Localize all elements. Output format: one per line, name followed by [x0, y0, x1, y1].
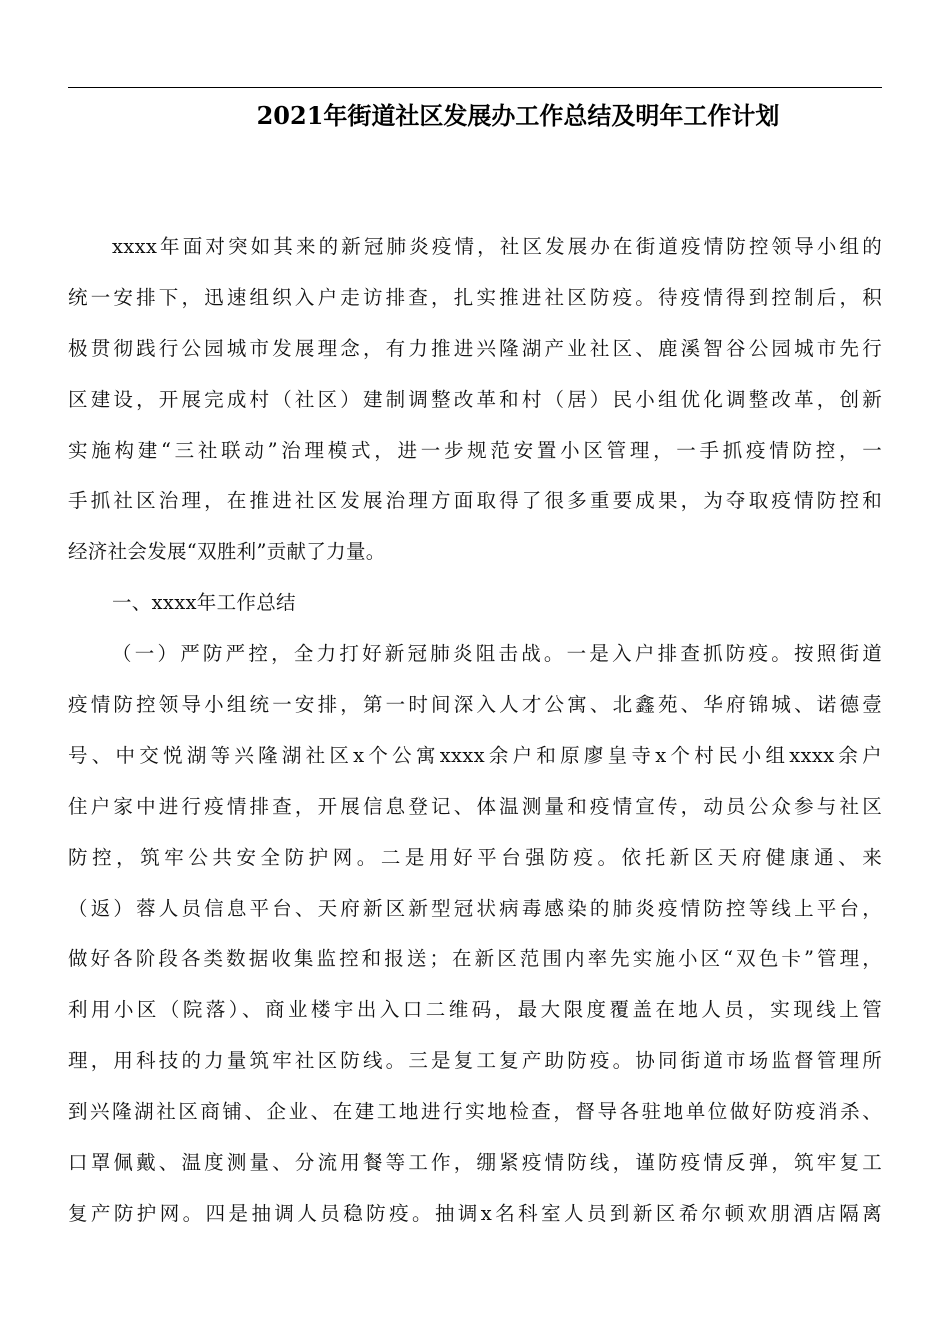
paragraph-line: 复产防护网。四是抽调人员稳防疫。抽调x名科室人员到新区希尔顿欢朋酒店隔离 [68, 1201, 882, 1225]
paragraph-line: 口罩佩戴、温度测量、分流用餐等工作，绷紧疫情防线，谨防疫情反弹，筑牢复工 [68, 1151, 882, 1175]
paragraph-line: xxxx年面对突如其来的新冠肺炎疫情，社区发展办在街道疫情防控领导小组的 [112, 235, 882, 258]
paragraph-line: 区建设，开展完成村（社区）建制调整改革和村（居）民小组优化调整改革，创新 [68, 387, 882, 411]
paragraph-line: 理，用科技的力量筑牢社区防线。三是复工复产助防疫。协同街道市场监督管理所 [68, 1049, 882, 1073]
paragraph-line: 到兴隆湖社区商铺、企业、在建工地进行实地检查，督导各驻地单位做好防疫消杀、 [68, 1100, 882, 1124]
paragraph-line: （返）蓉人员信息平台、天府新区新型冠状病毒感染的肺炎疫情防控等线上平台， [68, 896, 882, 920]
paragraph-line: 疫情防控领导小组统一安排，第一时间深入人才公寓、北鑫苑、华府锦城、诺德壹 [68, 693, 882, 717]
paragraph-line: 统一安排下，迅速组织入户走访排查，扎实推进社区防疫。待疫情得到控制后，积 [68, 285, 882, 309]
document-title: 2021年街道社区发展办工作总结及明年工作计划 [256, 101, 780, 130]
paragraph-line: 经济社会发展“双胜利”贡献了力量。 [68, 540, 386, 564]
paragraph-line: 极贯彻践行公园城市发展理念，有力推进兴隆湖产业社区、鹿溪智谷公园城市先行 [68, 336, 882, 360]
paragraph-line: 做好各阶段各类数据收集监控和报送；在新区范围内率先实施小区“双色卡”管理， [68, 947, 882, 971]
paragraph-line: 实施构建“三社联动”治理模式，进一步规范安置小区管理，一手抓疫情防控，一 [68, 438, 882, 462]
section-heading: 一、xxxx年工作总结 [112, 591, 296, 615]
header-rule [68, 87, 882, 88]
document-body [68, 222, 882, 1240]
paragraph-line: 手抓社区治理，在推进社区发展治理方面取得了很多重要成果，为夺取疫情防控和 [68, 489, 882, 513]
paragraph-line: 防控，筑牢公共安全防护网。二是用好平台强防疫。依托新区天府健康通、来 [68, 845, 882, 869]
paragraph-line: 号、中交悦湖等兴隆湖社区x个公寓xxxx余户和原廖皇寺x个村民小组xxxx余户 [68, 743, 882, 767]
paragraph-line: （一）严防严控，全力打好新冠肺炎阻击战。一是入户排查抓防疫。按照街道 [112, 642, 882, 666]
paragraph-line: 住户家中进行疫情排查，开展信息登记、体温测量和疫情宣传，动员公众参与社区 [68, 794, 882, 818]
paragraph-line: 利用小区（院落）、商业楼宇出入口二维码，最大限度覆盖在地人员，实现线上管 [68, 998, 882, 1022]
